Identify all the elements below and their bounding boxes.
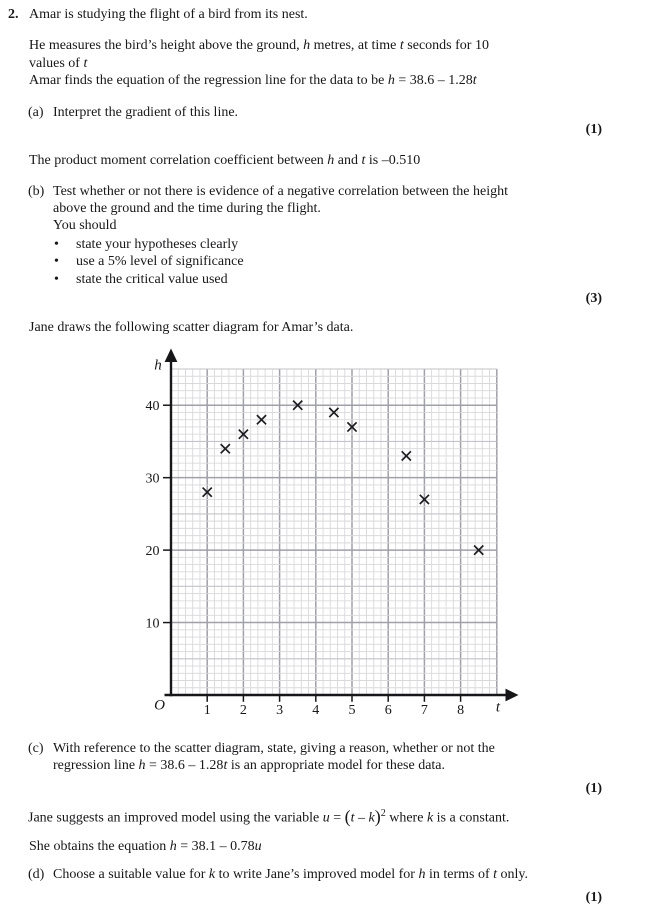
part-c-marks: (1) — [585, 781, 602, 796]
part-b-line1: Test whether or not there is evidence of a negative correlation between the height — [53, 184, 508, 199]
part-d-marks: (1) — [585, 890, 602, 905]
paragraph-measures-line1: He measures the bird’s height above the ground, h metres, at time t seconds for 10 — [29, 38, 489, 53]
part-a-label: (a) — [28, 105, 44, 120]
paragraph-measures-line2: values of t — [29, 56, 88, 71]
svg-text:t: t — [495, 699, 501, 716]
part-c-line2: regression line h = 38.6 – 1.28t is an appropriate model for these data. — [53, 758, 446, 773]
x-axis-arrow-icon — [506, 689, 519, 702]
bullet-icon: • — [54, 237, 59, 252]
svg-text:4: 4 — [312, 703, 320, 718]
hypotheses-bullet-1 — [54, 236, 238, 253]
svg-text:h: h — [154, 357, 162, 374]
svg-text:5: 5 — [348, 703, 356, 718]
part-a-marks: (1) — [585, 122, 602, 137]
svg-text:O: O — [154, 697, 165, 714]
part-b-label: (b) — [28, 184, 45, 199]
svg-text:6: 6 — [384, 703, 392, 718]
bullet-3-text: state the critical value used — [76, 272, 228, 287]
bullet-2-text: use a 5% level of significance — [76, 254, 244, 269]
bullet-icon: • — [54, 272, 59, 287]
hypotheses-bullet-3 — [54, 271, 228, 288]
part-a-text: Interpret the gradient of this line. — [53, 105, 239, 120]
svg-text:40: 40 — [145, 399, 160, 415]
svg-text:8: 8 — [457, 703, 465, 718]
axes — [165, 349, 519, 702]
grid — [171, 369, 497, 695]
svg-text:3: 3 — [276, 703, 284, 718]
question-number: 2. — [8, 7, 19, 22]
pmcc-statement: The product moment correlation coefficient between h and t is –0.510 — [29, 153, 421, 168]
part-d-label: (d) — [28, 867, 45, 882]
svg-text:20: 20 — [145, 543, 160, 559]
part-b-line2: above the ground and the time during the flight. — [53, 201, 321, 216]
svg-text:30: 30 — [145, 471, 160, 487]
she-obtains-statement: She obtains the equation h = 38.1 – 0.78u — [29, 839, 262, 854]
part-b-line3: You should — [53, 218, 117, 233]
part-b-marks: (3) — [585, 291, 602, 306]
svg-text:10: 10 — [145, 616, 160, 632]
jane-suggests-statement: Jane suggests an improved model using the variable u = (t – k)$^2$ where k is a constant. — [28, 806, 510, 827]
svg-text:1: 1 — [203, 703, 211, 718]
bullet-icon: • — [54, 254, 59, 269]
part-d-text: Choose a suitable value for k to write Jane’s improved model for h in terms of t only. — [53, 867, 528, 882]
bullet-1-text: state your hypotheses clearly — [76, 237, 239, 252]
regression-equation-line: Amar finds the equation of the regression line for the data to be h = 38.6 – 1.28t — [29, 73, 477, 88]
hypotheses-bullet-2 — [54, 253, 244, 270]
part-c-label: (c) — [28, 741, 44, 756]
svg-text:7: 7 — [420, 703, 428, 718]
svg-text:2: 2 — [239, 703, 247, 718]
part-c-line1: With reference to the scatter diagram, state, giving a reason, whether or not the — [53, 741, 495, 756]
question-intro: Amar is studying the flight of a bird from its nest. — [29, 7, 308, 22]
scatter-diagram — [130, 345, 530, 723]
y-axis-arrow-icon — [165, 349, 178, 363]
jane-draws-statement: Jane draws the following scatter diagram for Amar’s data. — [29, 320, 354, 335]
